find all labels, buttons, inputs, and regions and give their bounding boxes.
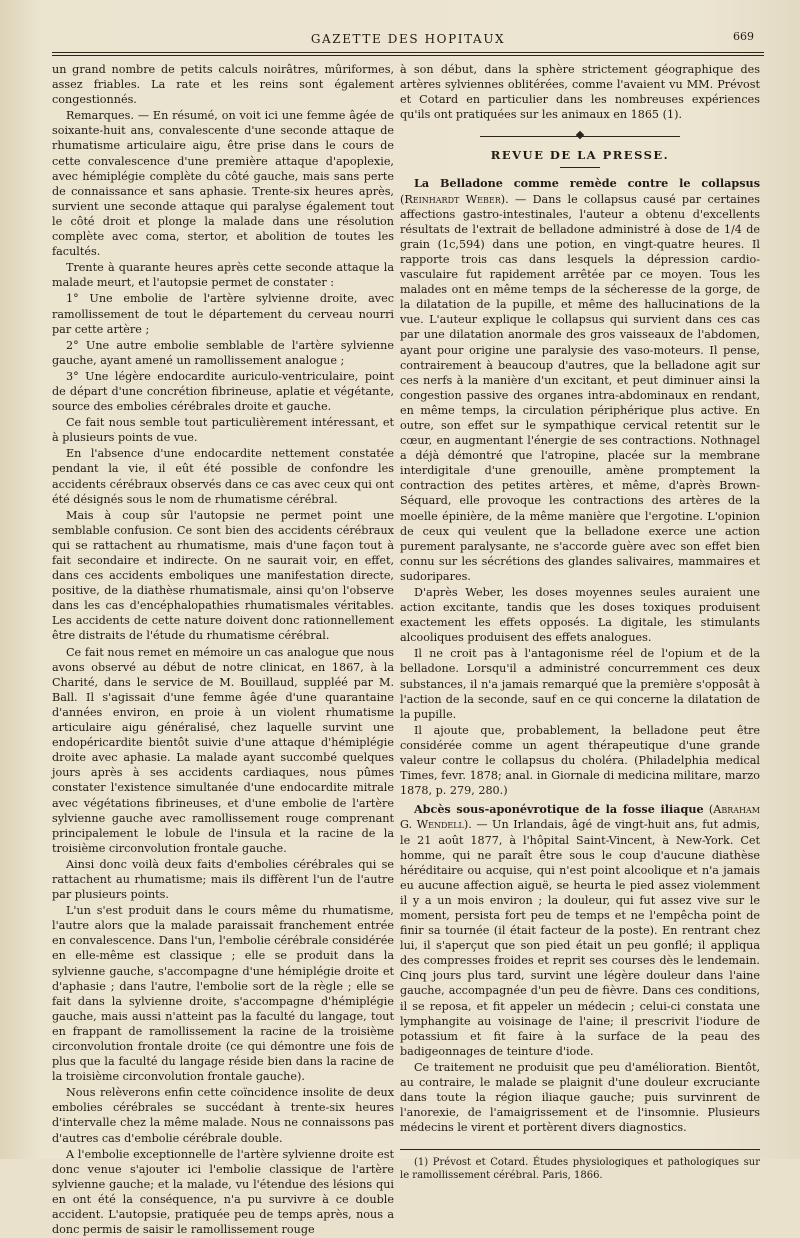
article-source: (Abraham G. Wendell). — [400, 803, 760, 832]
paragraph: 3° Une légère endocardite auriculo-ventriculaire, point de départ d'une concrétion fibrineuse, aplatie et végétante, source des embolies cérébrales droite et gauche. — [52, 369, 394, 414]
footnote: (1) Prévost et Cotard. Études physiologiques et pathologiques sur le ramollissement cérébral. Paris, 1866. — [400, 1157, 760, 1182]
paragraph: Il ne croit pas à l'antagonisme réel de l'opium et de la belladone. Lorsqu'il a administré concurremment ces deux substances, il n'a jamais remarqué que la première s'opposât à l'action de la seconde, sauf en ce qui concerne la dilatation de la pupille. — [400, 647, 760, 721]
article-title: Abcès sous-aponévrotique de la fosse iliaque — [414, 802, 704, 817]
article-text: — Un Irlandais, âgé de vingt-huit ans, fut admis, le 21 août 1877, à l'hôpital Saint-Vincent, à New-York. Cet homme, qui ne paraît être sous le coup d'aucune diathèse héréditaire ou acquise, qui n'est point alcoolique et n'a jamais eu aucune affection aiguë, se heurta le pied assez violemment il y a un mois environ ; la douleur, qui fut assez vive sur le moment, persista fort peu de temps et ne l'empêcha point de finir sa tournée (il était facteur de la poste). En rentrant chez lui, il s'aperçut que son pied était un peu gonflé; il appliqua des compresses froides et reprit ses courses dès le lendemain. Cinq jours plus tard, survint une légère douleur dans l'aine gauche, accompagnée d'un peu de fièvre. Dans ces conditions, il se reposa, et fit appeler un médecin ; celui-ci constata une lymphangite au voisinage de l'aine; il prescrivit l'iodure de potassium et fit faire à la surface de la peau des badigeonnages de teinture d'iode. — [400, 818, 760, 1058]
right-column — [400, 62, 760, 1183]
page-number: 669 — [733, 30, 754, 43]
journal-title: GAZETTE DES HOPITAUX — [310, 32, 506, 46]
paragraph: L'un s'est produit dans le cours même du rhumatisme, l'autre alors que la malade paraissait franchement entrée en convalescence. Dans l'un, l'embolie cérébrale considérée en elle-même est classique ; elle se produit dans la sylvienne gauche, s'accompagne d'une hémiplégie droite et d'aphasie ; dans l'autre, l'embolie sort de la règle ; elle se fait dans la sylvienne droite, s'accompagne d'hémiplégie gauche, mais aussi n'atteint pas la faculté du langage, tout en frappant de ramollissement la racine de la troisième circonvolution frontale droite (ce qui démontre une fois de plus que la faculté du langage réside bien dans la racine de la troisième circonvolution frontale gauche). — [52, 904, 394, 1084]
footnote-rule — [400, 1149, 760, 1150]
paragraph: A l'embolie exceptionnelle de l'artère sylvienne droite est donc venue s'ajouter ici l'embolie classique de l'artère sylvienne gauche; et la malade, vu l'étendue des lésions qui en ont été la conséquence, n'a pu survivre à ce double accident. L'autopsie, pratiquée peu de temps après, nous a donc permis de saisir le ramollissement rouge — [52, 1147, 394, 1237]
paragraph: Nous relèverons enfin cette coïncidence insolite de deux embolies cérébrales se succédant à trente-six heures d'intervalle chez la même malade. Nous ne connaissons pas d'autres cas d'embolie cérébrale double. — [52, 1086, 394, 1145]
paragraph: Mais à coup sûr l'autopsie ne permet point une semblable confusion. Ce sont bien des accidents cérébraux qui se rattachent au rhumatisme, mais d'une façon tout à fait secondaire et indirecte. On ne saurait voir, en effet, dans ces accidents emboliques une manifestation directe, positive, de la diathèse rhumatismale, ainsi qu'on l'observe dans les cas d'encéphalopathies rhumatismales véritables. Les accidents de cette nature doivent donc rationnellement être distraits de l'étude du rhumatisme cérébral. — [52, 508, 394, 643]
section-separator — [400, 132, 760, 140]
paragraph: Ce fait nous semble tout particulièrement intéressant, et à plusieurs points de vue. — [52, 416, 394, 445]
article-paragraph — [400, 176, 760, 584]
paragraph: un grand nombre de petits calculs noirâtres, mûriformes, assez friables. La rate et les reins sont également congestionnés. — [52, 63, 394, 107]
paragraph: Trente à quarante heures après cette seconde attaque la malade meurt, et l'autopsie permet de constater : — [52, 261, 394, 290]
paragraph: Remarques. — En résumé, on voit ici une femme âgée de soixante-huit ans, convalescente d'une seconde attaque de rhumatisme articulaire aigu, être prise dans le cours de cette convalescence d'une première attaque d'apoplexie, avec hémiplégie complète du côté gauche, mais sans perte de connaissance et sans aphasie. Trente-six heures après, survient une seconde attaque qui paralyse également tout le côté droit et plonge la malade dans une résolution complète avec coma, stertor, et abolition de toutes les facultés. — [52, 109, 394, 259]
paragraph: Ainsi donc voilà deux faits d'embolies cérébrales qui se rattachent au rhumatisme; mais ils diffèrent l'un de l'autre par plusieurs points. — [52, 857, 394, 902]
running-header — [52, 30, 764, 50]
paragraph: à son début, dans la sphère strictement géographique des artères sylviennes oblitérées, comme l'avaient vu MM. Prévost et Cotard en particulier dans les nombreuses expériences qu'ils ont pratiquées sur les animaux en 1865 (1). — [400, 63, 760, 122]
article-paragraph — [400, 802, 760, 1059]
paragraph: D'après Weber, les doses moyennes seules auraient une action excitante, tandis que les doses toxiques produisent exactement les effets opposés. La digitale, les stimulants alcooliques produisent des effets analogues. — [400, 586, 760, 645]
article-source: (Reinhardt Weber). — [400, 192, 509, 206]
section-title-rule — [560, 167, 600, 168]
paragraph: Il ajoute que, probablement, la belladone peut être considérée comme un agent thérapeutique d'une grande valeur contre le collapsus du choléra. (Philadelphia medical Times, fevr. 1878; anal. in Giornale di medicina militare, marzo 1878, p. 279, 280.) — [400, 723, 760, 798]
header-rule-double — [52, 55, 764, 56]
article-title: La Belladone comme remède contre le collapsus — [414, 176, 760, 191]
paragraph: 2° Une autre embolie semblable de l'artère sylvienne gauche, ayant amené un ramollissement analogue ; — [52, 338, 394, 367]
paragraph: En l'absence d'une endocardite nettement constatée pendant la vie, il eût été possible de confondre les accidents cérébraux observés dans ce cas avec ceux qui ont été désignés sous le nom de rhumatisme cérébral. — [52, 447, 394, 506]
section-title: REVUE DE LA PRESSE. — [490, 148, 670, 163]
paragraph: Ce fait nous remet en mémoire un cas analogue que nous avons observé au début de notre clinicat, en 1867, à la Charité, dans le service de M. Bouillaud, suppléé par M. Ball. Il s'agissait d'une femme âgée d'une quarantaine d'années environ, en proie à un violent rhumatisme articulaire aigu généralisé, chez laquelle survint une endopéricardite bientôt suivie d'une attaque d'hémiplégie droite avec aphasie. La malade ayant succombé quelques jours après à ses accidents cardiaques, nous pûmes constater l'existence simultanée d'une endocardite mitrale avec végétations fibrineuses, et d'une embolie de l'artère sylvienne gauche avec ramollissement rouge comprenant principalement le lobule de l'insula et la racine de la troisième circonvolution frontale gauche. — [52, 645, 394, 855]
header-rule — [52, 52, 764, 53]
diamond-ornament-icon — [576, 131, 584, 139]
left-column — [52, 62, 394, 1238]
article-text: — Dans le collapsus causé par certaines affections gastro-intestinales, l'auteur a obtenu d'excellents résultats de l'extrait de belladone administré à dose de 1/4 de grain (1c,594) dans une potion, en vingt-quatre heures. Il rapporte trois cas dans lesquels la dépression cardio-vasculaire fut rapidement arrêtée par ce moyen. Tous les malades ont en même temps de la sécheresse de la gorge, de la dilatation de la pupille, et même des hallucinations de la vue. L'auteur explique le collapsus qui survient dans ces cas par une dilatation anormale des gros vaisseaux de l'abdomen, ayant pour origine une paralysie des vaso-moteurs. Il pense, contrairement à beaucoup d'autres, que la belladone agit sur ces nerfs à la manière d'un excitant, et peut diminuer ainsi la congestion passive des organes intra-abdominaux en rendant, en même temps, la circulation périphérique plus active. En outre, son effet sur le sympathique cervical retentit sur le cœur, en augmentant l'énergie de ses contractions. Nothnagel a déjà démontré que l'atropine, placée sur la membrane interdigitale d'une grenouille, amène promptement la contraction des petites artères, et même, d'après Brown-Séquard, elle provoque les contractions des artères de la moelle épinière, de la même manière que l'ergotine. L'opinion de ceux qui veulent que la belladone exerce une action purement paralysante, ne s'accorde guère avec son effet bien connu sur les sécrétions des glandes salivaires, mammaires et sudoripares. — [400, 192, 761, 583]
paragraph: 1° Une embolie de l'artère sylvienne droite, avec ramollissement de tout le département du cerveau nourri par cette artère ; — [52, 292, 394, 336]
paragraph: Ce traitement ne produisit que peu d'amélioration. Bientôt, au contraire, le malade se plaignit d'une douleur excruciante dans toute la région iliaque gauche; puis survinrent de l'anorexie, de l'amaigrissement et de l'insomnie. Plusieurs médecins le virent et portèrent divers diagnostics. — [400, 1060, 760, 1135]
